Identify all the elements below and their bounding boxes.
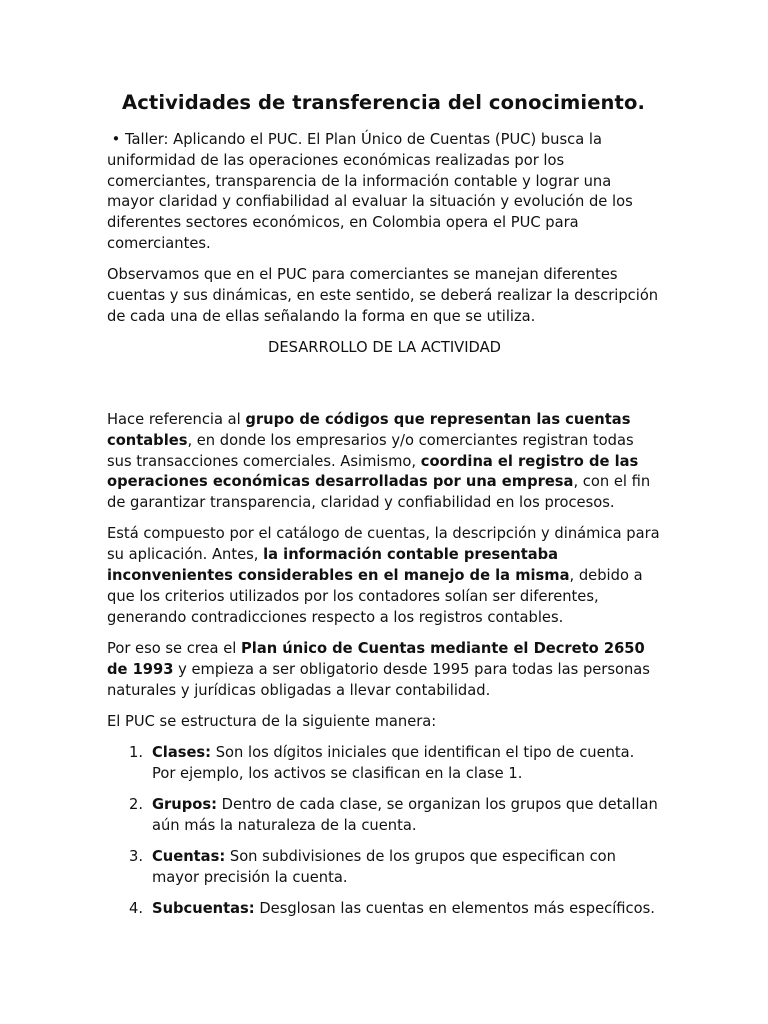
text-run: Hace referencia al xyxy=(107,410,246,428)
composition-paragraph xyxy=(107,524,662,628)
list-term: Cuentas: xyxy=(152,848,226,866)
list-number: 4. xyxy=(129,900,144,918)
bold-run: coordina el registro de las operaciones económicas desarrolladas por una empresa xyxy=(107,452,639,491)
structure-list xyxy=(107,743,662,920)
spacer xyxy=(107,359,768,410)
observation-paragraph: Observamos que en el PUC para comerciantes se manejan diferentes cuentas y sus dinámicas, en este sentido, se deberá realizar la descripción de cada una de ellas señalando la forma en que se utiliza. xyxy=(107,266,659,325)
document-title: Actividades de transferencia del conocimiento. xyxy=(122,91,645,114)
list-item xyxy=(107,795,662,837)
intro-paragraph xyxy=(107,130,662,255)
bold-run: grupo de códigos que representan las cuentas contables xyxy=(107,410,631,449)
list-item xyxy=(107,743,662,785)
list-text: Son los dígitos iniciales que identifican el tipo de cuenta. Por ejemplo, los activos se clasifican en la clase 1. xyxy=(152,744,635,782)
bold-run: la información contable presentaba inconvenientes considerables en el manejo de la misma xyxy=(107,546,570,585)
text-run: Por eso se crea el xyxy=(107,639,242,657)
list-number: 1. xyxy=(129,744,144,762)
text-run: , debido a que los criterios utilizados por los contadores solían ser diferentes, generando contradicciones respecto a los registros contables. xyxy=(107,567,643,626)
text-run: y empieza a ser obligatorio desde 1995 para todas las personas naturales y jurídicas obligadas a llevar contabilidad. xyxy=(107,660,650,699)
definition-paragraph xyxy=(107,410,662,514)
list-text: Son subdivisiones de los grupos que especifican con mayor precisión la cuenta. xyxy=(152,848,616,887)
structure-intro: El PUC se estructura de la siguiente manera: xyxy=(107,712,437,730)
intro-text: Taller: Aplicando el PUC. El Plan Único de Cuentas (PUC) busca la uniformidad de las operaciones económicas realizadas por los comerciantes, transparencia de la información contable y lograr una mayor claridad y confiabilidad al evaluar la situación y evolución de los diferentes sectores económicos, en Colombia opera el PUC para comerciantes. xyxy=(107,131,633,252)
list-number: 2. xyxy=(129,796,144,814)
bullet-marker: • xyxy=(107,131,126,148)
list-term: Clases: xyxy=(152,744,212,762)
bold-run: Plan único de Cuentas mediante el Decreto 2650 de 1993 xyxy=(107,639,645,678)
text-run: , en donde los empresarios y/o comerciantes registran todas sus transacciones comerciales. Asimismo, xyxy=(107,431,634,470)
text-run: , con el fin de garantizar transparencia, claridad y confiabilidad en los procesos. xyxy=(107,473,651,512)
list-item xyxy=(107,899,662,920)
list-term: Grupos: xyxy=(152,796,217,814)
text-run: Está compuesto por el catálogo de cuentas, la descripción y dinámica para su aplicación. Antes, xyxy=(107,525,660,564)
list-text: Dentro de cada clase, se organizan los grupos que detallan aún más la naturaleza de la cuenta. xyxy=(152,796,658,835)
section-heading: DESARROLLO DE LA ACTIVIDAD xyxy=(268,339,501,357)
list-term: Subcuentas: xyxy=(152,900,255,918)
decree-paragraph xyxy=(107,639,662,701)
list-number: 3. xyxy=(129,848,144,866)
list-text: Desglosan las cuentas en elementos más específicos. xyxy=(254,900,655,918)
list-item xyxy=(107,847,662,889)
